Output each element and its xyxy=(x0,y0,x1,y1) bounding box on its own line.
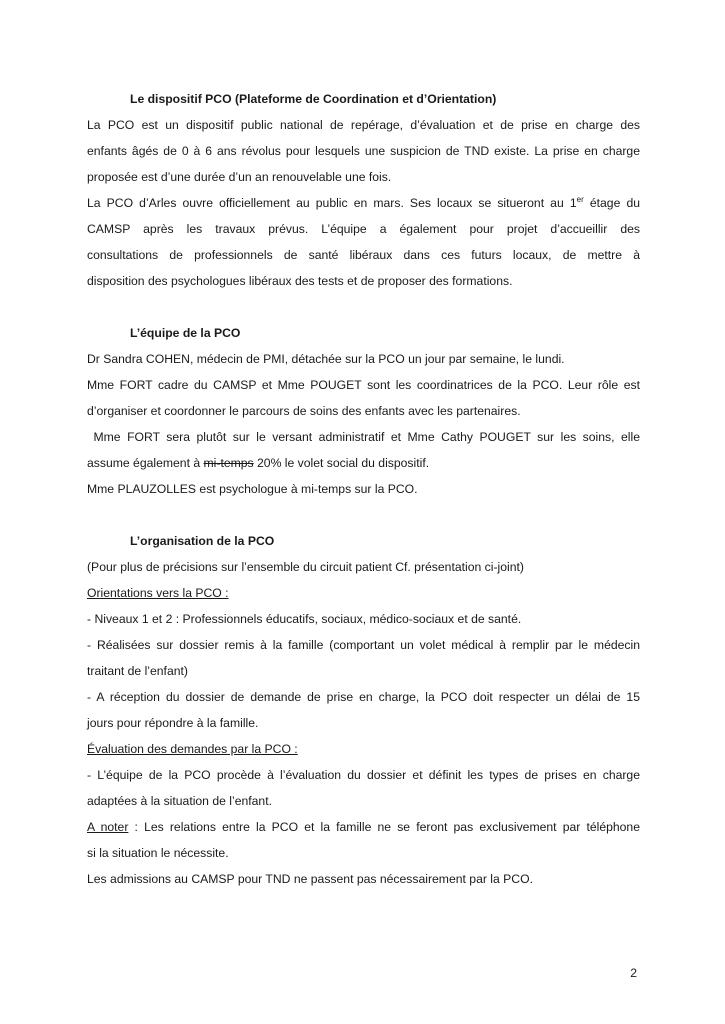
paragraph-line: disposition des psychologues libéraux des tests et de proposer des formations. xyxy=(87,274,513,288)
paragraph-line: Mme PLAUZOLLES est psychologue à mi-temps sur la PCO. xyxy=(87,482,418,496)
note-label: A noter xyxy=(87,820,129,834)
paragraph-line: Mme FORT cadre du CAMSP et Mme POUGET sont les coordinatrices de la PCO. Leur rôle est xyxy=(87,378,640,392)
text-span: étage du xyxy=(583,196,641,210)
text-span: : Les relations entre la PCO et la famille ne se feront pas exclusivement par téléphone xyxy=(128,820,640,834)
paragraph-line: Mme FORT sera plutôt sur le versant administratif et Mme Cathy POUGET sur les soins, elle xyxy=(87,430,640,444)
paragraph-line: La PCO est un dispositif public national de repérage, d’évaluation et de prise en charge des xyxy=(87,118,640,132)
paragraph-line: d’organiser et coordonner le parcours de soins des enfants avec les partenaires. xyxy=(87,404,521,418)
struck-text: mi-temps xyxy=(203,456,254,470)
document-page xyxy=(87,86,640,892)
paragraph-line: - Réalisées sur dossier remis à la famille (comportant un volet médical à remplir par le médecin xyxy=(87,638,640,652)
paragraph-line: Dr Sandra COHEN, médecin de PMI, détachée sur la PCO un jour par semaine, le lundi. xyxy=(87,352,565,366)
paragraph-line xyxy=(87,450,640,476)
paragraph-line: (Pour plus de précisions sur l’ensemble du circuit patient Cf. présentation ci-joint) xyxy=(87,560,524,574)
paragraph-line: traitant de l’enfant) xyxy=(87,664,188,678)
page-number: 2 xyxy=(630,966,637,980)
paragraph-line xyxy=(87,190,640,216)
spacer xyxy=(87,294,640,320)
paragraph-line: - Niveaux 1 et 2 : Professionnels éducatifs, sociaux, médico-sociaux et de santé. xyxy=(87,612,522,626)
paragraph-line: consultations de professionnels de santé libéraux dans ces futurs locaux, de mettre à xyxy=(87,248,640,262)
text-span: 20% le volet social du dispositif. xyxy=(253,456,430,470)
section-title-organisation: L’organisation de la PCO xyxy=(130,534,275,548)
section-title-equipe: L’équipe de la PCO xyxy=(130,326,241,340)
subheading-orientations: Orientations vers la PCO : xyxy=(87,586,229,600)
paragraph-line: CAMSP après les travaux prévus. L’équipe a également pour projet d’accueillir des xyxy=(87,222,640,236)
paragraph-line xyxy=(87,814,640,840)
paragraph-line: Les admissions au CAMSP pour TND ne passent pas nécessairement par la PCO. xyxy=(87,872,533,886)
paragraph-line: jours pour répondre à la famille. xyxy=(87,716,259,730)
paragraph-line: proposée est d’une durée d’un an renouvelable une fois. xyxy=(87,170,392,184)
spacer xyxy=(87,502,640,528)
text-span: assume également à xyxy=(87,456,204,470)
subheading-evaluation: Évaluation des demandes par la PCO : xyxy=(87,742,298,756)
paragraph-line: adaptées à la situation de l’enfant. xyxy=(87,794,272,808)
paragraph-line: - A réception du dossier de demande de prise en charge, la PCO doit respecter un délai de 15 xyxy=(87,690,640,704)
superscript: er xyxy=(576,194,584,204)
paragraph-line: enfants âgés de 0 à 6 ans révolus pour lesquels une suspicion de TND existe. La prise en charge xyxy=(87,144,640,158)
paragraph-line: si la situation le nécessite. xyxy=(87,846,229,860)
section-title-dispositif: Le dispositif PCO (Plateforme de Coordination et d’Orientation) xyxy=(130,92,497,106)
paragraph-line: - L’équipe de la PCO procède à l’évaluation du dossier et définit les types de prises en charge xyxy=(87,768,640,782)
text-span: La PCO d’Arles ouvre officiellement au public en mars. Ses locaux se situeront au 1 xyxy=(87,196,577,210)
